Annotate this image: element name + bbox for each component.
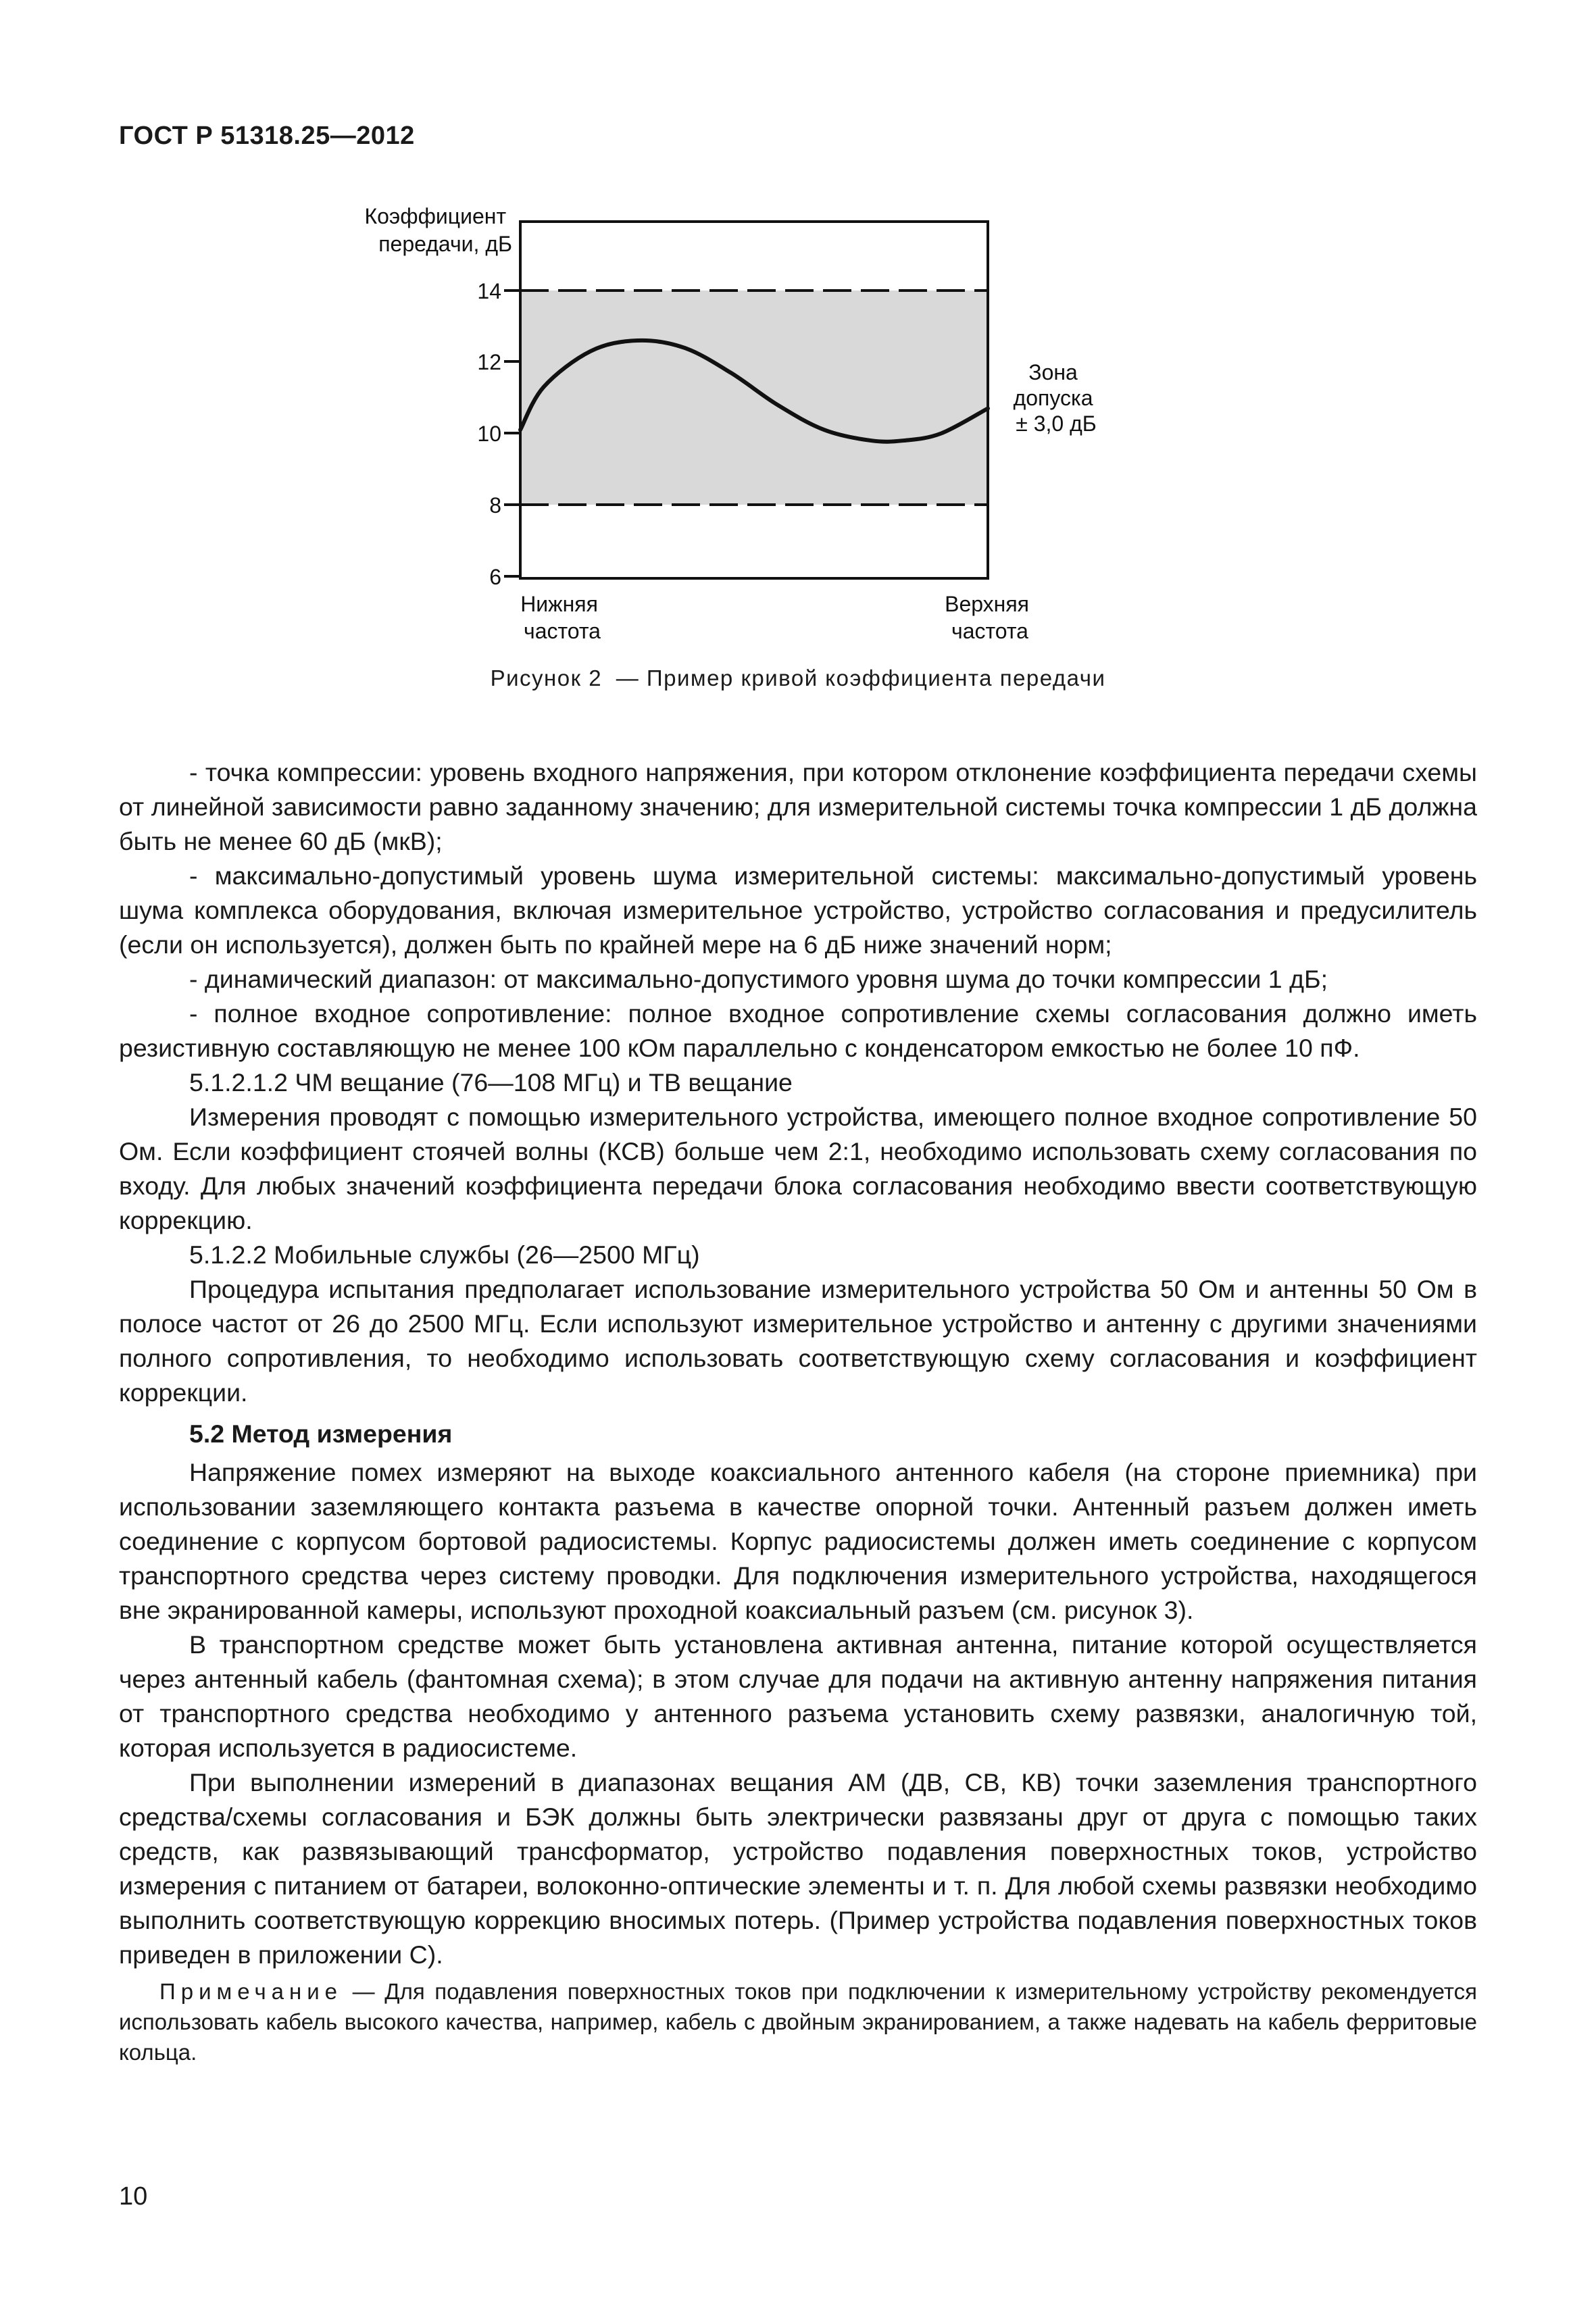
subsection-heading: 5.1.2.2 Мобильные службы (26—2500 МГц) — [189, 1240, 700, 1269]
note — [119, 1976, 1477, 2067]
paragraph: В транспортном средстве может быть установлена активная антенна, питание которой осуществляется через антенный кабель (фантомная схема); в этом случае для подачи на активную антенну напряжения питания от транспортного средства необходимо у антенного разъема установить схему развязки, аналогичную той, которая используется в радиосистеме. — [119, 1630, 1477, 1762]
y-tick-label-10: 10 — [477, 422, 501, 446]
y-tick-label-14: 14 — [477, 279, 501, 303]
paragraph: - максимально-допустимый уровень шума измерительной системы: максимально-допустимый уровень шума комплекса оборудования, включая измерительное устройство, устройство согласования и предусилитель (если он используется), должен быть по крайней мере на 6 дБ ниже значений норм; — [119, 861, 1477, 959]
y-ticks — [504, 291, 520, 576]
paragraph: - полное входное сопротивление: полное входное сопротивление схемы согласования должно иметь резистивную составляющую не менее 100 кОм параллельно с конденсатором емкостью не более 10 пФ. — [119, 999, 1477, 1062]
y-tick-label-6: 6 — [489, 565, 501, 589]
tolerance-zone-label: Зона допуска ± 3,0 дБ — [1013, 360, 1097, 436]
y-tick-label-12: 12 — [477, 350, 501, 374]
y-tick-label-8: 8 — [489, 493, 501, 518]
tolerance-zone — [520, 291, 988, 505]
paragraph: Напряжение помех измеряют на выходе коаксиального антенного кабеля (на стороне приемника) при использовании заземляющего контакта разъема в качестве опорной точки. Антенный разъем должен иметь соединение с корпусом бортовой радиосистемы. Корпус радиосистемы должен иметь соединение с корпусом транспортного средства через систему проводки. Для подключения измерительного устройства, находящегося вне экранированной камеры, используют проходной коаксиальный разъем (см. рисунок 3). — [119, 1458, 1477, 1624]
subsection-heading: 5.1.2.1.2 ЧМ вещание (76—108 МГц) и ТВ вещание — [189, 1068, 793, 1097]
paragraph: Измерения проводят с помощью измерительного устройства, имеющего полное входное сопротивление 50 Ом. Если коэффициент стоячей волны (КСВ) больше чем 2:1, необходимо использовать схему согласования по входу. Для любых значений коэффициента передачи блока согласования необходимо ввести соответствующую коррекцию. — [119, 1103, 1477, 1234]
paragraph: При выполнении измерений в диапазонах вещания АМ (ДВ, СВ, КВ) точки заземления транспортного средства/схемы согласования и БЭК должны быть электрически развязаны друг от друга с помощью таких средств, как развязывающий трансформатор, устройство подавления поверхностных токов, устройство измерения с питанием от батареи, волоконно-оптические элементы и т. п. Для любой схемы развязки необходимо выполнить соответствующую коррекцию вносимых потерь. (Пример устройства подавления поверхностных токов приведен в приложении С). — [119, 1768, 1477, 1969]
paragraph: - точка компрессии: уровень входного напряжения, при котором отклонение коэффициента передачи схемы от линейной зависимости равно заданному значению; для измерительной системы точка компрессии 1 дБ должна быть не менее 60 дБ (мкВ); — [119, 758, 1477, 855]
document-header: ГОСТ Р 51318.25—2012 — [119, 122, 415, 150]
note-text: — Для подавления поверхностных токов при подключении к измерительному устройству рекомендуется использовать кабель высокого качества, например, кабель с двойным экранированием, а также надевать на кабель ферритовые кольца. — [119, 1979, 1477, 2065]
paragraph: - динамический диапазон: от максимально-допустимого уровня шума до точки компрессии 1 дБ; — [189, 965, 1328, 993]
note-label: Примечание — [159, 1979, 343, 2004]
x-label-upper-frequency: Верхняя частота — [945, 592, 1030, 643]
section-heading: 5.2 Метод измерения — [189, 1419, 453, 1448]
page-number: 10 — [119, 2182, 148, 2211]
figure-caption — [0, 665, 1596, 691]
x-label-lower-frequency: Нижняя частота — [520, 592, 601, 643]
y-axis-label: Коэффициент передачи, дБ — [364, 204, 512, 256]
figure-caption-text: — Пример кривой коэффициента передачи — [609, 665, 1106, 690]
figure-caption-label: Рисунок 2 — [490, 665, 603, 690]
body-text — [119, 755, 1477, 1972]
paragraph: Процедура испытания предполагает использование измерительного устройства 50 Ом и антенны 50 Ом в полосе частот от 26 до 2500 МГц. Если используют измерительное устройство и антенну с другими значениями полного сопротивления, то необходимо использовать соответствующую схему согласования и коэффициент коррекции. — [119, 1275, 1477, 1407]
transfer-coefficient-chart — [0, 0, 1596, 662]
